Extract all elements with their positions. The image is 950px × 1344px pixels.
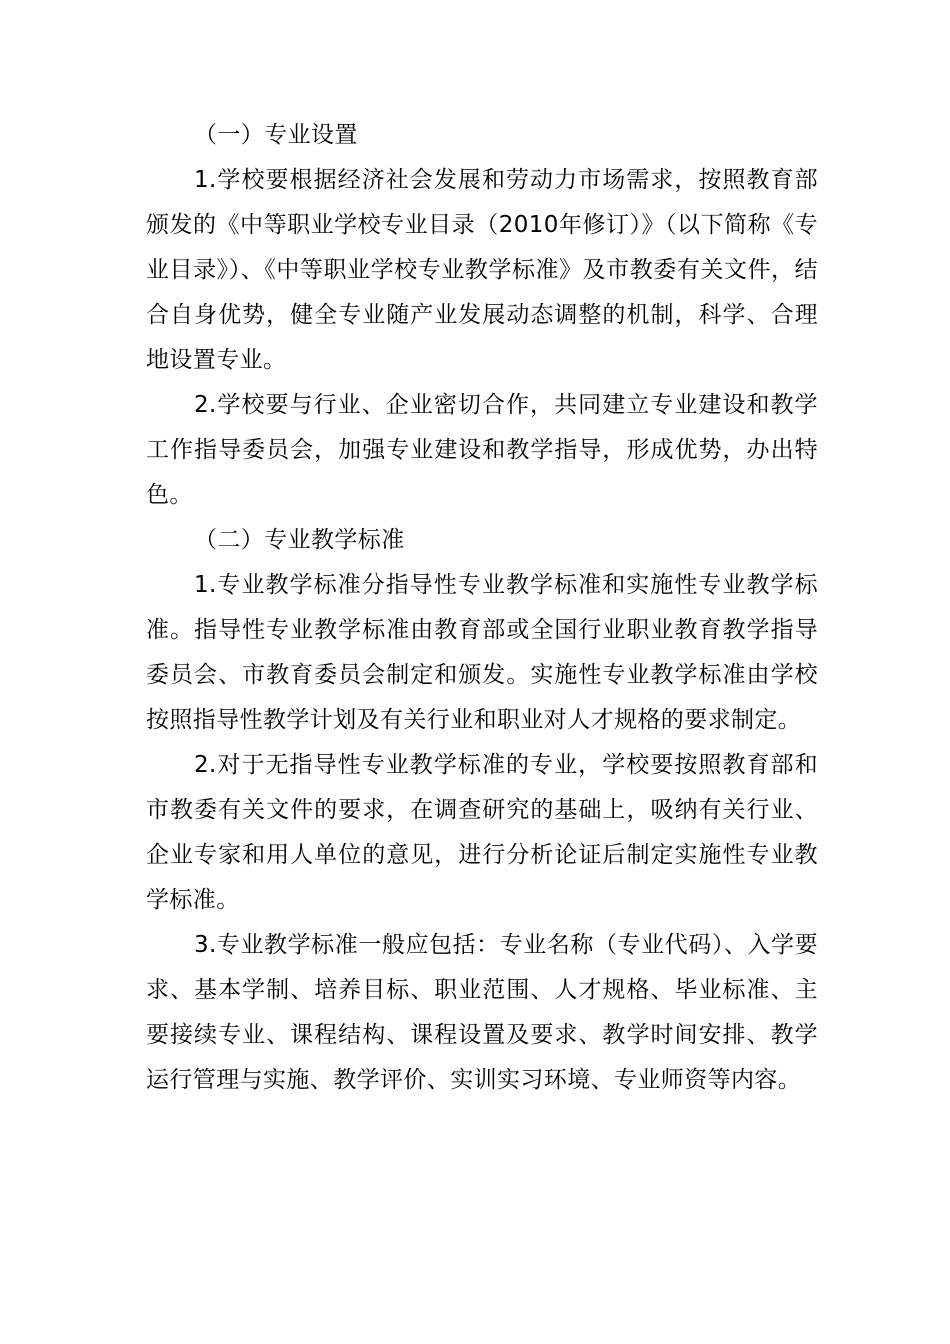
paragraph-2-1: 1.专业教学标准分指导性专业教学标准和实施性专业教学标准。指导性专业教学标准由教育部或全国行业职业教育教学指导委员会、市教育委员会制定和颁发。实施性专业教学标准由学校按照指导性教学计划及有关行业和职业对人才规格的要求制定。: [146, 572, 818, 733]
section-heading-2: （二）专业教学标准: [194, 527, 405, 553]
paragraph-2-3: 3.专业教学标准一般应包括：专业名称（专业代码）、入学要求、基本学制、培养目标、职业范围、人才规格、毕业标准、主要接续专业、课程结构、课程设置及要求、教学时间安排、教学运行管理与实施、教学评价、实训实习环境、专业师资等内容。: [146, 932, 818, 1093]
section-heading-1: （一）专业设置: [194, 122, 358, 148]
paragraph-1-1: 1.学校要根据经济社会发展和劳动力市场需求，按照教育部颁发的《中等职业学校专业目录（2010年修订）》（以下简称《专业目录》）、《中等职业学校专业教学标准》及市教委有关文件，结合自身优势，健全专业随产业发展动态调整的机制，科学、合理地设置专业。: [146, 167, 818, 373]
paragraph-1-2: 2.学校要与行业、企业密切合作，共同建立专业建设和教学工作指导委员会，加强专业建设和教学指导，形成优势，办出特色。: [146, 392, 818, 508]
document-body: [146, 113, 818, 1103]
paragraph-2-2: 2.对于无指导性专业教学标准的专业，学校要按照教育部和市教委有关文件的要求，在调查研究的基础上，吸纳有关行业、企业专家和用人单位的意见，进行分析论证后制定实施性专业教学标准。: [146, 752, 818, 913]
